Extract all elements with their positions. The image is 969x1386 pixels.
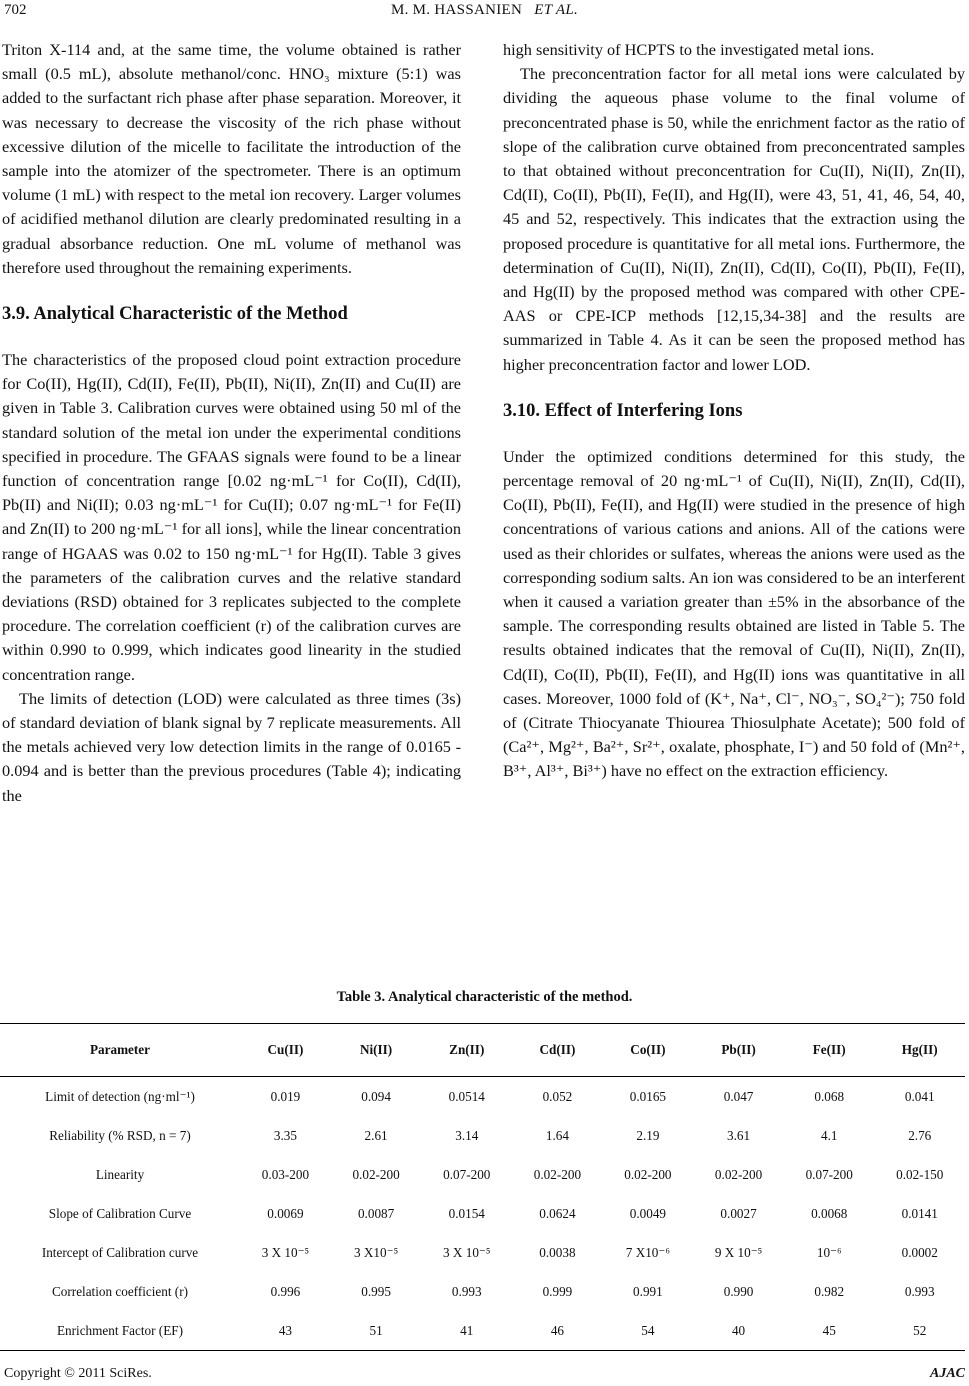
- table-cell: 9 X 10⁻⁵: [714, 1244, 763, 1260]
- table-cell: 0.068: [814, 1088, 845, 1104]
- table-cell: 0.02-150: [896, 1166, 944, 1182]
- table-row: [0, 1155, 965, 1194]
- column-header: Fe(II): [784, 1024, 874, 1077]
- table-cell: 0.02-200: [624, 1166, 672, 1182]
- column-header: Parameter: [0, 1024, 240, 1077]
- table-cell: 54: [603, 1311, 693, 1351]
- table-cell: 0.0049: [629, 1205, 667, 1221]
- table-cell: 3 X 10⁻⁵: [261, 1244, 310, 1260]
- table-cell: 1.64: [545, 1127, 569, 1143]
- table-cell: Limit of detection (ng·ml⁻¹): [45, 1088, 195, 1104]
- table-cell: 4.1: [820, 1127, 838, 1143]
- table-cell: 3.61: [727, 1127, 751, 1143]
- column-header: Co(II): [603, 1024, 693, 1077]
- table-cell: 0.019: [270, 1088, 301, 1104]
- section-heading-3-10: 3.10. Effect of Interfering Ions: [503, 400, 743, 421]
- table-row: [0, 1311, 965, 1351]
- paragraph: Triton X-114 and, at the same time, the volume obtained is rather small (0.5 mL), absolute methanol/conc. HNO₃ mixture (5:1) was added to the surfactant rich phase after phase separation. Moreover, it was necessary to decrease the viscosity of the rich phase without excessive dilution of the micelle to facilitate the introduction of the sample into the atomizer of the spectrometer. There is an optimum volume (1 mL) with respect to the metal ion recovery. Larger volumes of acidified methanol dilution are clearly predominated resulting in a gradual absorbance reduction. One mL volume of methanol was therefore used throughout the remaining experiments.: [2, 40, 461, 277]
- right-column: [503, 38, 965, 784]
- table-cell: 0.07-200: [805, 1166, 853, 1182]
- paragraph: The limits of detection (LOD) were calculated as three times (3s) of standard deviation of blank signal by 7 replicate measurements. All the metals achieved very low detection limits in the range of 0.0165 - 0.094 and is better than the previous procedures (Table 4); indicating the: [2, 688, 461, 805]
- page-header: [0, 0, 969, 24]
- table-cell: 0.0038: [539, 1244, 576, 1260]
- table-row: [0, 1194, 965, 1233]
- table-cell: 0.02-200: [533, 1166, 582, 1182]
- table-cell: 0.993: [904, 1283, 935, 1299]
- table-cell: 0.047: [723, 1088, 754, 1104]
- table-row: [0, 1233, 965, 1272]
- table-cell: 3.14: [455, 1127, 479, 1143]
- table-cell: 2.76: [908, 1127, 932, 1143]
- table-cell: 51: [331, 1311, 421, 1351]
- column-header: Ni(II): [331, 1024, 421, 1077]
- table-cell: Intercept of Calibration curve: [41, 1244, 199, 1260]
- paragraph: high sensitivity of HCPTS to the investigated metal ions.: [503, 40, 875, 59]
- running-head-authors: M. M. HASSANIEN: [390, 2, 523, 18]
- table-cell: 0.0068: [811, 1205, 848, 1221]
- table-cell: Enrichment Factor (EF): [0, 1311, 240, 1351]
- left-column: [2, 38, 461, 808]
- table-cell: 0.03-200: [261, 1166, 310, 1182]
- table-cell: 3 X10⁻⁵: [354, 1244, 399, 1260]
- table-cell: 0.990: [723, 1283, 754, 1299]
- table-cell: Correlation coefficient (r): [52, 1283, 188, 1299]
- table-cell: 0.996: [270, 1283, 301, 1299]
- table-cell: 2.61: [364, 1127, 388, 1143]
- table-cell: 0.0141: [901, 1205, 938, 1221]
- running-head-et-al: ET AL.: [534, 2, 579, 18]
- table-cell: 2.19: [636, 1127, 660, 1143]
- table-cell: 0.041: [904, 1088, 935, 1104]
- column-header: Pb(II): [693, 1024, 784, 1077]
- table-cell: 0.0514: [448, 1088, 485, 1104]
- table-cell: 41: [421, 1311, 512, 1351]
- running-head: [0, 2, 969, 19]
- table-cell: Slope of Calibration Curve: [48, 1205, 192, 1221]
- page-number: 702: [4, 2, 27, 18]
- table-cell: 0.995: [361, 1283, 391, 1299]
- table-header-row: [0, 1024, 965, 1077]
- analytical-characteristics-table: [0, 1023, 965, 1351]
- table-cell: 40: [693, 1311, 784, 1351]
- table-cell: 0.0624: [539, 1205, 576, 1221]
- table-cell: 3.35: [273, 1127, 297, 1143]
- column-header: Cd(II): [512, 1024, 602, 1077]
- table-cell: 52: [874, 1311, 965, 1351]
- table-title: Table 3. Analytical characteristic of the method.: [336, 989, 633, 1005]
- table-cell: 0.02-200: [714, 1166, 763, 1182]
- table-cell: Reliability (% RSD, n = 7): [49, 1127, 191, 1143]
- paragraph: The preconcentration factor for all metal ions were calculated by dividing the aqueous phase volume to the final volume of preconcentrated phase is 50, while the enrichment factor as the ratio of slope of the calibration curve obtained from preconcentrated samples to that obtained without preconcentration for Cu(II), Ni(II), Zn(II), Cd(II), Co(II), Pb(II), Fe(II), and Hg(II), were 43, 51, 41, 46, 54, 40, 45 and 52, respectively. This indicates that the extraction using the proposed procedure is quantitative for all metal ions. Furthermore, the determination of Cu(II), Ni(II), Zn(II), Cd(II), Co(II), Pb(II), Fe(II), and Hg(II) by the proposed method was compared with other CPE-AAS or CPE-ICP methods [12,15,34-38] and the results are summarized in Table 4. As it can be seen the proposed method has higher preconcentration factor and lower LOD.: [503, 64, 965, 374]
- column-header: Hg(II): [874, 1024, 965, 1077]
- table-row: [0, 1272, 965, 1311]
- table-cell: 0.0069: [267, 1205, 304, 1221]
- table-cell: 10⁻⁶: [816, 1244, 842, 1260]
- table-cell: 0.0087: [357, 1205, 395, 1221]
- table-cell: Linearity: [95, 1166, 145, 1182]
- copyright-text: Copyright © 2011 SciRes.: [4, 1366, 152, 1381]
- table-cell: 0.094: [361, 1088, 391, 1104]
- table-row: [0, 1077, 965, 1117]
- table-cell: 0.991: [633, 1283, 663, 1299]
- table-cell: 0.0165: [629, 1088, 667, 1104]
- table-cell: 0.07-200: [443, 1166, 491, 1182]
- paragraph: The characteristics of the proposed cloud point extraction procedure for Co(II), Hg(II), Cd(II), Fe(II), Pb(II), Ni(II), Zn(II) and Cu(II) are given in Table 3. Calibration curves were obtained using 50 ml of the standard solution of the metal ion under the experimental conditions specified in procedure. The GFAAS signals were found to be a linear function of concentration range [0.02 ng·mL⁻¹ for Co(II), Cd(II), Pb(II) and Ni(II); 0.03 ng·mL⁻¹ for Cu(II); 0.07 ng·mL⁻¹ for Fe(II) and Zn(II) to 200 ng·mL⁻¹ for all ions], while the linear concentration range of HGAAS was 0.02 to 150 ng·mL⁻¹ for Hg(II). Table 3 gives the parameters of the calibration curves and the relative standard deviations (RSD) obtained for 3 replicates subjected to the complete procedure. The correlation coefficient (r) of the calibration curves are within 0.990 to 0.999, which indicates good linearity in the studied concentration range.: [2, 350, 461, 684]
- table-cell: 3 X 10⁻⁵: [443, 1244, 491, 1260]
- table-cell: 0.982: [814, 1283, 845, 1299]
- paragraph: Under the optimized conditions determined for this study, the percentage removal of 20 ng·mL⁻¹ of Cu(II), Ni(II), Zn(II), Cd(II), Co(II), Pb(II), Fe(II), and Hg(II) were studied in the presence of high concentrations of various cations and anions. All of the cations were used as their chlorides or sulfates, whereas the anions were used as the corresponding sodium salts. An ion was considered to be an interferent when it caused a variation greater than ±5% in the absorbance of the sample. The corresponding results obtained are listed in Table 5. The results obtained indicates that the removal of Cu(II), Ni(II), Zn(II), Cd(II), Co(II), Pb(II), Fe(II), and Hg(II) ions was quantitative in all cases. Moreover, 1000 fold of (K⁺, Na⁺, Cl⁻, NO₃⁻, SO₄²⁻); 750 fold of (Citrate Thiocyanate Thiourea Thiosulphate Acetate); 500 fold of (Ca²⁺, Mg²⁺, Ba²⁺, Sr²⁺, oxalate, phosphate, I⁻) and 50 fold of (Mn²⁺, B³⁺, Al³⁺, Bi³⁺) have no effect on the extraction efficiency.: [503, 446, 965, 781]
- table-cell: 0.0027: [720, 1205, 757, 1221]
- table-cell: 0.0002: [901, 1244, 938, 1260]
- table-cell: 43: [240, 1311, 331, 1351]
- table-cell: 0.02-200: [352, 1166, 400, 1182]
- table-cell: 46: [512, 1311, 602, 1351]
- table-row: [0, 1116, 965, 1155]
- column-header: Cu(II): [240, 1024, 331, 1077]
- table-cell: 45: [784, 1311, 874, 1351]
- table-cell: 0.999: [542, 1283, 573, 1299]
- table-cell: 0.993: [451, 1283, 482, 1299]
- journal-abbrev: AJAC: [929, 1366, 965, 1381]
- table-cell: 0.0154: [448, 1205, 485, 1221]
- section-heading-3-9: 3.9. Analytical Characteristic of the Method: [2, 304, 348, 325]
- table-cell: 0.052: [542, 1088, 573, 1104]
- table-cell: 7 X10⁻⁶: [625, 1244, 670, 1260]
- column-header: Zn(II): [421, 1024, 512, 1077]
